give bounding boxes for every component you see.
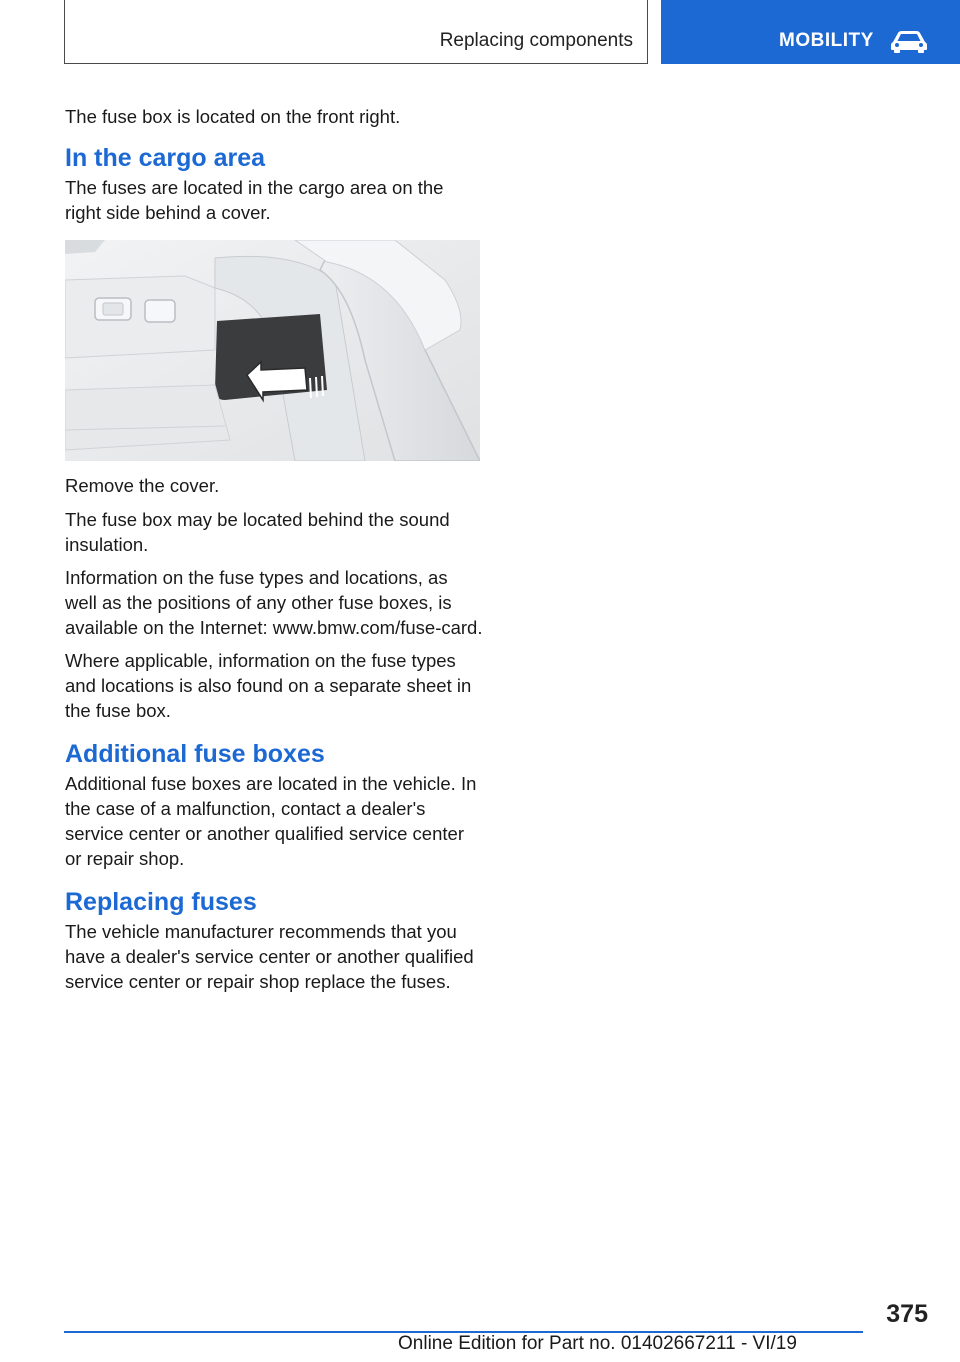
internet-info-paragraph: Information on the fuse types and locations, as well as the positions of any other fuse boxes, is available on the Internet: www.bmw.com/fuse-card. [65,567,483,638]
header-section-box [64,0,648,64]
sound-insulation-paragraph: The fuse box may be located behind the sound insulation. [65,509,450,555]
header-tab-label: MOBILITY [779,30,874,51]
heading-replacing-fuses: Replacing fuses [65,888,257,916]
car-icon [889,28,929,54]
page-number: 375 [886,1300,928,1328]
footer-edition-text: Online Edition for Part no. 01402667211 - VI/19 [398,1333,797,1354]
main-content [65,104,483,994]
separate-sheet-paragraph: Where applicable, information on the fuse types and locations is also found on a separate sheet in the fuse box. [65,650,472,721]
header-mobility-tab[interactable] [661,0,960,64]
heading-cargo-area: In the cargo area [65,144,266,172]
heading-additional-fuse-boxes: Additional fuse boxes [65,740,325,768]
intro-paragraph: The fuse box is located on the front right. [65,106,401,127]
replacing-paragraph: The vehicle manufacturer recommends that you have a dealer's service center or another qualified service center or repair shop replace the fuses. [65,921,474,992]
additional-paragraph: Additional fuse boxes are located in the vehicle. In the case of a malfunction, contact a dealer's service center or another qualified service center or repair shop. [65,773,477,869]
figure-caption: Remove the cover. [65,475,220,496]
cargo-paragraph: The fuses are located in the cargo area on the right side behind a cover. [65,177,444,223]
header-section-title: Replacing components [439,30,633,51]
cargo-area-cover-illustration [65,240,480,461]
